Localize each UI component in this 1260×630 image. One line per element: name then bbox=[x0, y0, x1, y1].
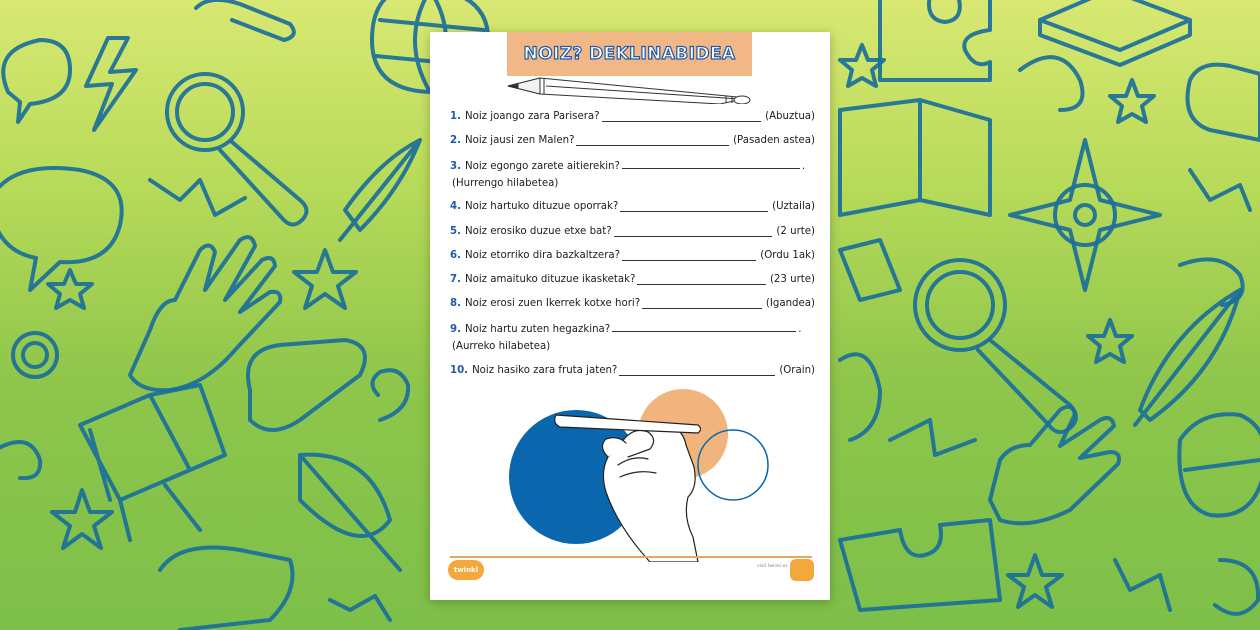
question-number: 9. bbox=[450, 324, 461, 336]
question-item: 3. Noiz egongo zarete aitierekin? . (Hurrengo hilabetea) bbox=[450, 153, 815, 195]
question-number: 5. bbox=[450, 225, 461, 237]
hand-writing-icon bbox=[508, 377, 773, 562]
feather-icon bbox=[1135, 290, 1240, 425]
globe-icon bbox=[1179, 414, 1260, 515]
worksheet-page bbox=[430, 32, 830, 600]
answer-line[interactable] bbox=[637, 274, 765, 285]
scroll-icon bbox=[1188, 65, 1260, 140]
hand-icon bbox=[130, 237, 280, 390]
question-hint: (Pasaden astea) bbox=[733, 134, 815, 146]
question-item bbox=[450, 104, 815, 128]
scroll-icon bbox=[160, 548, 293, 630]
twinkl-logo: twinkl bbox=[448, 560, 484, 580]
pencil-icon bbox=[490, 68, 770, 104]
question-number: 8. bbox=[450, 298, 461, 310]
spiral-icon bbox=[1020, 57, 1083, 110]
star-icon bbox=[48, 270, 92, 308]
question-hint: (2 urte) bbox=[776, 225, 815, 237]
spiral-icon bbox=[13, 333, 57, 377]
answer-line[interactable] bbox=[642, 298, 762, 309]
question-item bbox=[450, 195, 815, 219]
puzzle-icon bbox=[880, 0, 990, 80]
star-icon bbox=[1008, 555, 1062, 607]
lightning-icon bbox=[150, 180, 245, 215]
speech-bubble-icon bbox=[0, 168, 122, 290]
question-number: 7. bbox=[450, 274, 461, 286]
question-hint: (Orain) bbox=[779, 364, 815, 376]
question-item bbox=[450, 243, 815, 267]
question-hint: (Abuztua) bbox=[765, 110, 815, 122]
spiral-icon bbox=[372, 370, 408, 420]
answer-line[interactable] bbox=[614, 226, 773, 237]
footer-url: visit twinkl.es bbox=[757, 564, 788, 569]
question-number: 2. bbox=[450, 134, 461, 146]
question-item: 9. Noiz hartu zuten hegazkina? . (Aurreko hilabetea) bbox=[450, 316, 815, 358]
hand-icon bbox=[990, 407, 1119, 524]
star-icon bbox=[52, 490, 112, 548]
worksheet-title: NOIZ? DEKLINABIDEA bbox=[523, 44, 736, 64]
question-hint: (Ordu 1ak) bbox=[760, 249, 815, 261]
question-hint: (Uztaila) bbox=[772, 201, 815, 213]
question-number: 10. bbox=[450, 364, 469, 376]
spiral-icon bbox=[0, 442, 40, 478]
speech-bubble-icon bbox=[3, 40, 70, 122]
question-item bbox=[450, 128, 815, 152]
question-number: 1. bbox=[450, 110, 461, 122]
answer-line[interactable] bbox=[576, 135, 729, 146]
globe-icon bbox=[840, 354, 880, 440]
question-text: Noiz joango zara Parisera? bbox=[464, 110, 600, 122]
question-list bbox=[450, 104, 815, 382]
question-item bbox=[450, 267, 815, 291]
feather-icon bbox=[340, 140, 420, 240]
answer-line[interactable] bbox=[622, 250, 756, 261]
star-icon bbox=[840, 45, 884, 86]
star-icon bbox=[294, 250, 356, 308]
star-icon bbox=[1110, 80, 1154, 122]
question-hint: (Hurrengo hilabetea) bbox=[452, 177, 559, 189]
question-number: 3. bbox=[450, 160, 461, 172]
question-text: Noiz egongo zarete aitierekin? bbox=[464, 160, 620, 172]
scroll-icon bbox=[196, 0, 294, 40]
answer-line[interactable] bbox=[602, 111, 762, 122]
spiral-icon bbox=[1215, 560, 1258, 614]
question-text: Noiz jausi zen Malen? bbox=[464, 134, 575, 146]
answer-line[interactable] bbox=[620, 201, 768, 212]
lightning-icon bbox=[1190, 170, 1250, 210]
question-text: Noiz hasiko zara fruta jaten? bbox=[472, 364, 618, 376]
star-icon bbox=[1088, 320, 1132, 362]
question-text: Noiz hartu zuten hegazkina? bbox=[464, 324, 611, 336]
question-text: Noiz erosi zuen Ikerrek kotxe hori? bbox=[464, 298, 641, 310]
telescope-icon bbox=[80, 385, 225, 540]
answer-line[interactable] bbox=[622, 158, 800, 169]
badge-icon bbox=[790, 559, 814, 581]
lightning-icon bbox=[1115, 560, 1170, 610]
scroll-icon bbox=[248, 340, 365, 430]
footer-divider bbox=[450, 556, 812, 558]
question-number: 4. bbox=[450, 201, 461, 213]
puzzle-icon bbox=[840, 520, 1000, 610]
question-text: Noiz etorriko dira bazkaltzera? bbox=[464, 249, 621, 261]
question-item bbox=[450, 219, 815, 243]
book-icon bbox=[1040, 0, 1190, 65]
question-item bbox=[450, 292, 815, 316]
answer-line[interactable] bbox=[612, 321, 796, 332]
question-text: Noiz erosiko duzue etxe bat? bbox=[464, 225, 612, 237]
feather-icon bbox=[300, 455, 400, 570]
question-hint: (23 urte) bbox=[769, 274, 815, 286]
answer-line[interactable] bbox=[619, 365, 775, 376]
question-text: Noiz amaituko dituzue ikasketak? bbox=[464, 274, 636, 286]
compass-icon bbox=[1010, 140, 1160, 290]
book-icon bbox=[840, 100, 990, 215]
question-text: Noiz hartuko dituzue oporrak? bbox=[464, 201, 619, 213]
question-number: 6. bbox=[450, 249, 461, 261]
telescope-icon bbox=[840, 240, 900, 300]
lightning-icon bbox=[86, 38, 136, 130]
lightning-icon bbox=[890, 420, 975, 455]
question-hint: (Aurreko hilabetea) bbox=[452, 341, 551, 353]
question-hint: (Igandea) bbox=[765, 298, 815, 310]
